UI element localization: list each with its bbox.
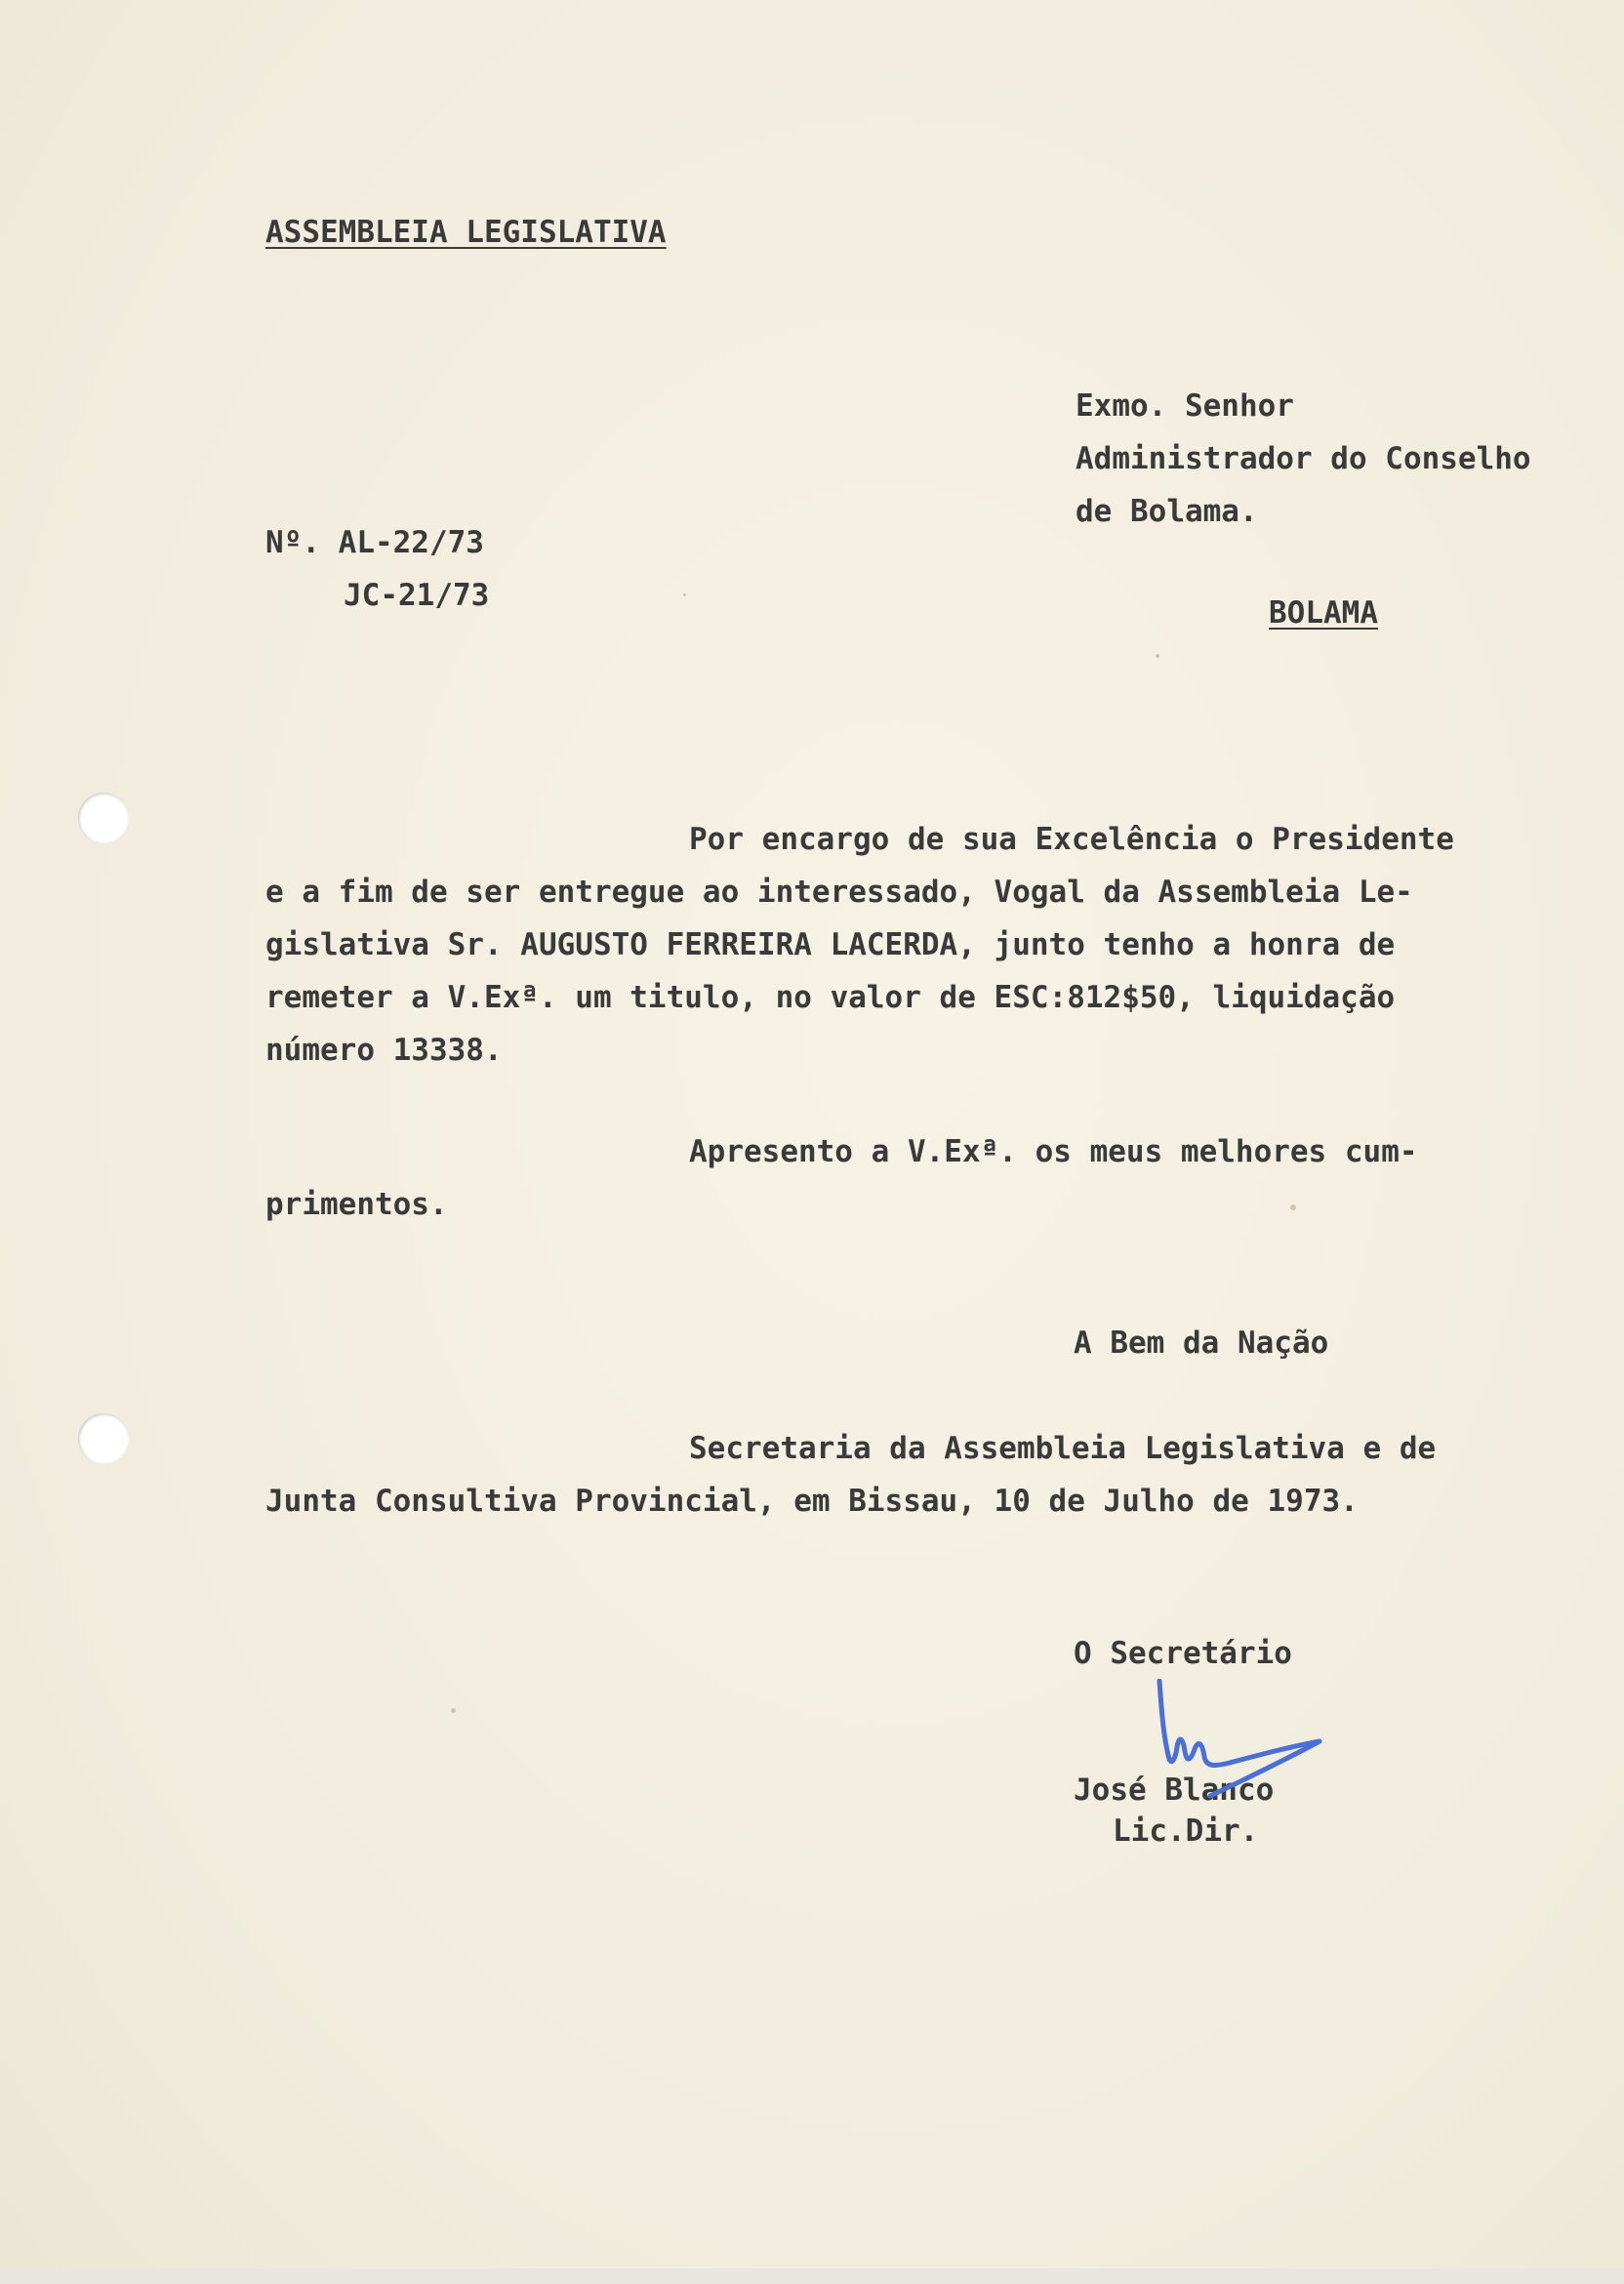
- reference-number-2: JC-21/73: [344, 578, 490, 613]
- handwritten-signature: [1142, 1679, 1337, 1825]
- paper-speck: [683, 593, 686, 596]
- body-paragraph-1-line: e a fim de ser entregue ao interessado, Vogal da Assembleia Le-: [265, 875, 1413, 910]
- body-paragraph-1-line: número 13338.: [265, 1033, 503, 1068]
- paper-speck: [1156, 654, 1159, 658]
- paper-speck: [1290, 1204, 1296, 1210]
- body-paragraph-1-line: remeter a V.Exª. um titulo, no valor de ESC:812$50, liquidação: [265, 980, 1396, 1015]
- signatory-name: José Blanco: [1074, 1773, 1275, 1808]
- place-date-line-2: Junta Consultiva Provincial, em Bissau, 10 de Julho de 1973.: [265, 1484, 1359, 1519]
- body-paragraph-1-line: Por encargo de sua Excelência o Presidente: [689, 822, 1454, 857]
- addressee-city: BOLAMA: [1269, 595, 1378, 631]
- addressee-line-1: Exmo. Senhor: [1076, 388, 1294, 424]
- reference-number-1: Nº. AL-22/73: [265, 525, 484, 560]
- signatory-credential: Lic.Dir.: [1113, 1814, 1259, 1849]
- paper-speck: [451, 1708, 456, 1713]
- institution-heading: ASSEMBLEIA LEGISLATIVA: [265, 215, 667, 250]
- addressee-line-3: de Bolama.: [1076, 494, 1258, 529]
- closing-salutation: A Bem da Nação: [1074, 1326, 1329, 1361]
- signatory-title: O Secretário: [1074, 1636, 1292, 1671]
- punch-hole-bottom: [78, 1413, 129, 1464]
- punch-hole-top: [78, 793, 129, 843]
- scan-bottom-margin: [0, 2268, 1624, 2284]
- body-paragraph-1-line: gislativa Sr. AUGUSTO FERREIRA LACERDA, junto tenho a honra de: [265, 927, 1396, 962]
- body-paragraph-2-line: Apresento a V.Exª. os meus melhores cum-: [689, 1134, 1418, 1169]
- place-date-line-1: Secretaria da Assembleia Legislativa e de: [689, 1431, 1437, 1466]
- addressee-line-2: Administrador do Conselho: [1076, 441, 1531, 476]
- body-paragraph-2-line: primentos.: [265, 1187, 448, 1222]
